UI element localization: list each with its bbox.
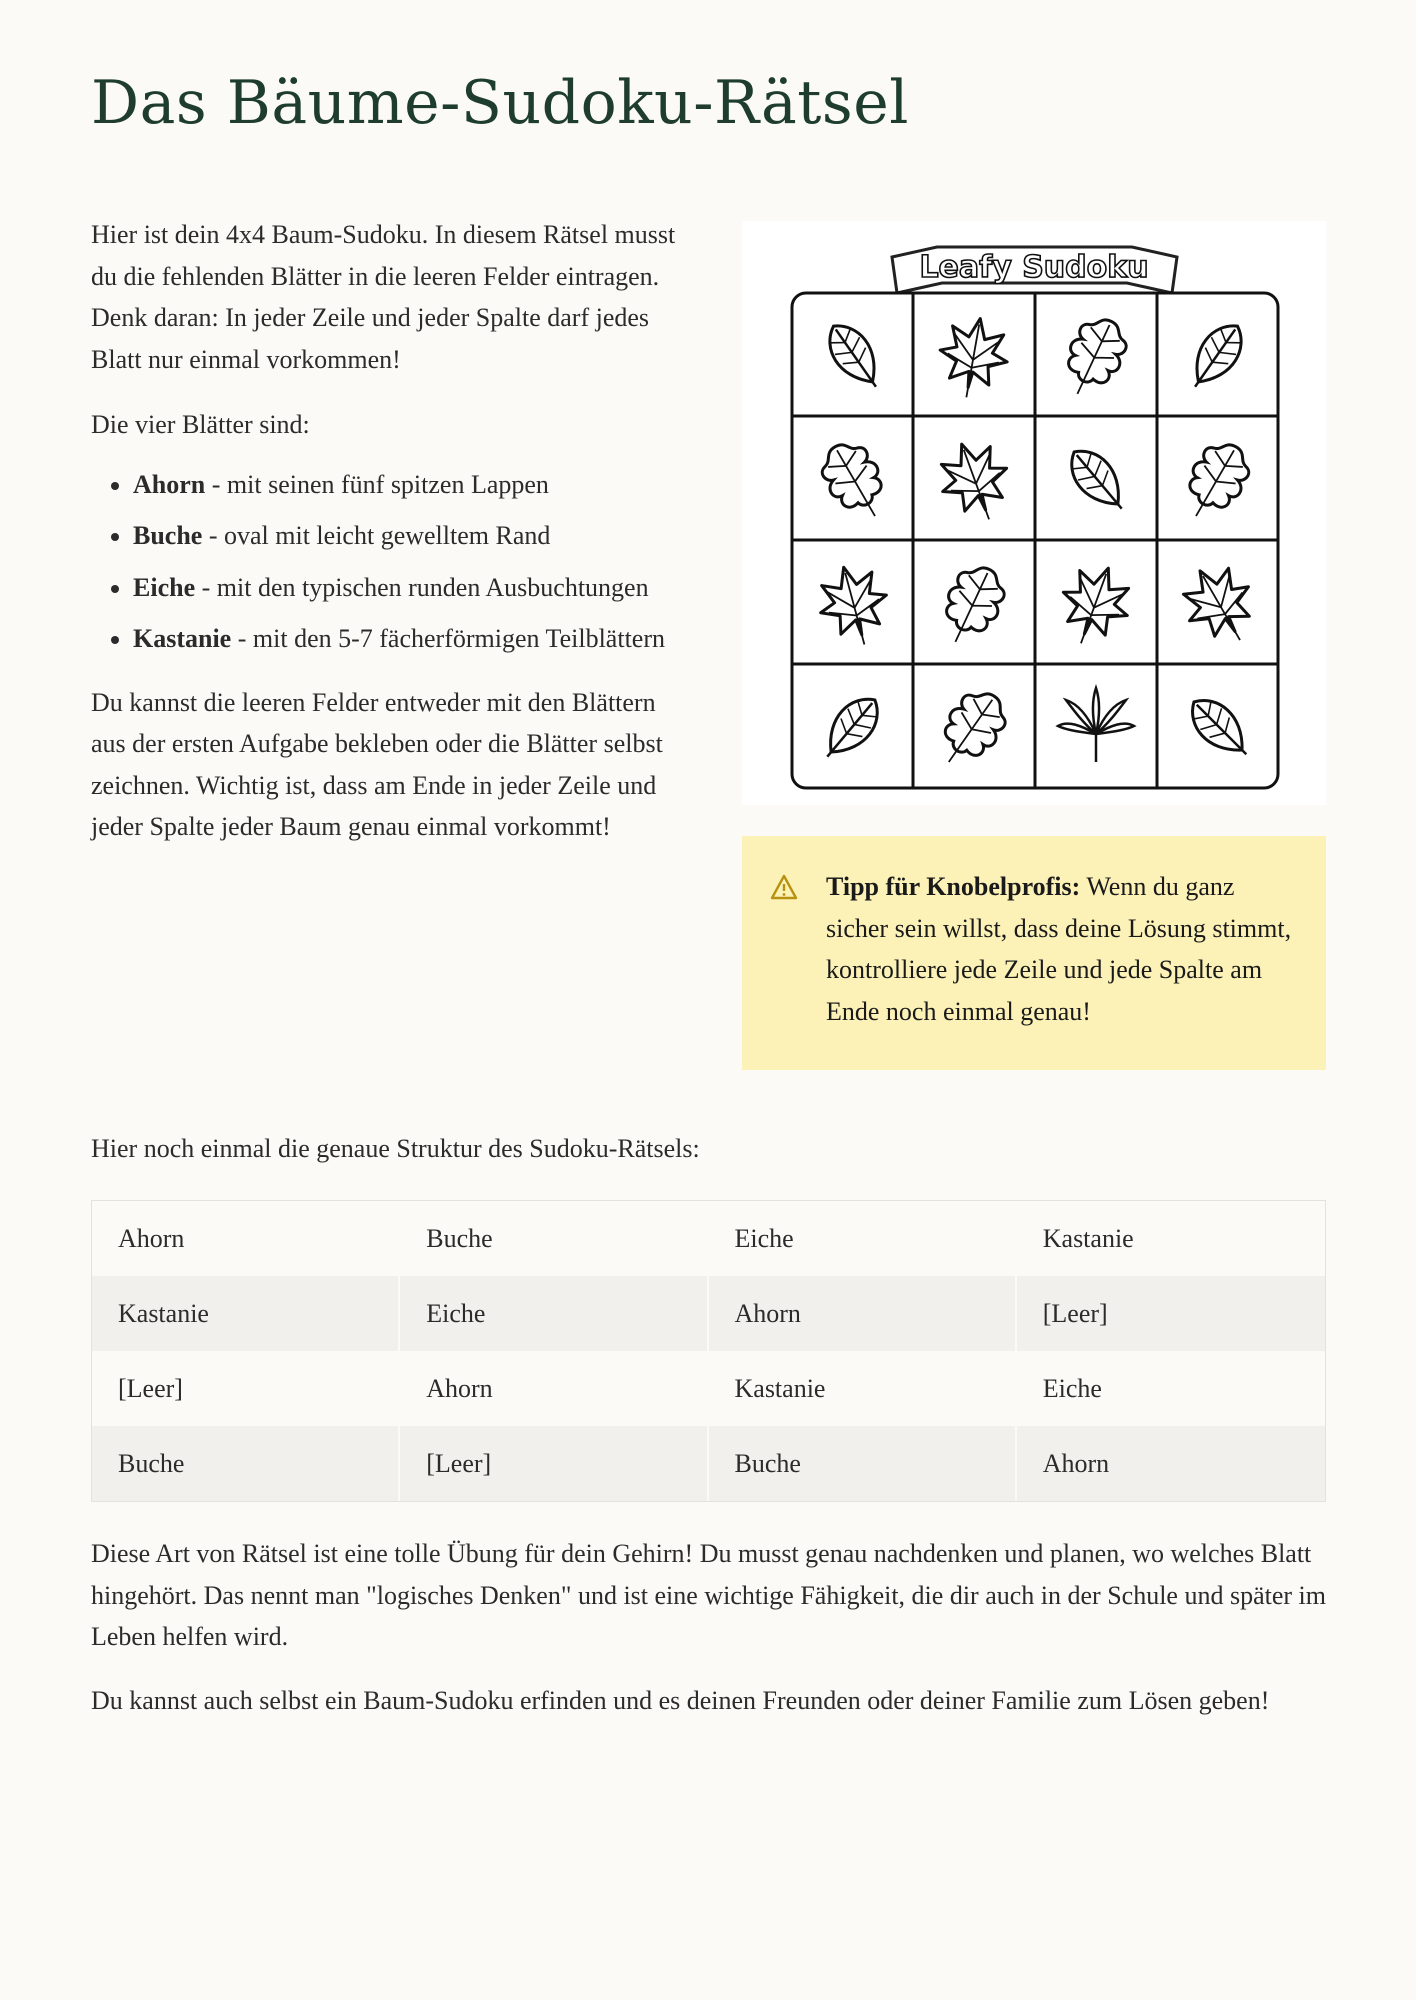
table-cell: [Leer]	[1017, 1276, 1325, 1351]
leaf-name: Eiche	[133, 572, 196, 602]
list-item	[133, 515, 691, 557]
table-cell: Eiche	[1042, 1373, 1102, 1403]
leaf-desc: - mit den typischen runden Ausbuchtungen	[195, 572, 649, 602]
structure-intro: Hier noch einmal die genaue Struktur des Sudoku-Rätsels:	[91, 1134, 700, 1163]
leafy-sudoku-image	[742, 221, 1326, 805]
list-item	[133, 464, 691, 506]
intro-column	[91, 214, 691, 848]
table-cell: Kastanie	[709, 1351, 1017, 1426]
table-cell: Kastanie	[1042, 1223, 1134, 1253]
banner-text: Leafy Sudoku	[919, 250, 1149, 285]
leaf-name: Kastanie	[133, 624, 232, 653]
tip-label: Tipp für Knobelprofis:	[826, 872, 1081, 901]
leaf-desc: - mit seinen fünf spitzen Lappen	[205, 469, 549, 499]
table-cell: Ahorn	[400, 1351, 708, 1426]
table-cell: Eiche	[400, 1276, 708, 1351]
closing-section	[91, 1533, 1331, 1743]
table-cell: Eiche	[709, 1201, 1017, 1276]
tip-callout	[742, 836, 1326, 1070]
table-cell: [Leer]	[92, 1351, 400, 1426]
leaf-name: Ahorn	[133, 469, 206, 499]
instructions-paragraph: Du kannst die leeren Felder entweder mit den Blättern aus der ersten Aufgabe bekleben oder die Blätter selbst zeichnen. Wichtig ist, dass am Ende in jeder Zeile und jeder Spalte jeder Baum genau einmal vorkommt!	[91, 687, 663, 841]
leaf-desc: - oval mit leicht gewelltem Rand	[202, 521, 551, 550]
leaf-name: Buche	[133, 521, 203, 550]
tip-body: Wenn du ganz sicher sein willst, dass deine Lösung stimmt, kontrolliere jede Zeile und jede Spalte am Ende noch einmal genau!	[826, 872, 1292, 1026]
intro-paragraph: Hier ist dein 4x4 Baum-Sudoku. In diesem Rätsel musst du die fehlenden Blätter in die leeren Felder eintragen. Denk daran: In jeder Zeile und jeder Spalte darf jedes Blatt nur einmal vorkommen!	[91, 220, 676, 374]
closing-paragraph-2: Du kannst auch selbst ein Baum-Sudoku erfinden und es deinen Freunden oder deiner Familie zum Lösen geben!	[91, 1685, 1270, 1715]
sudoku-table	[91, 1200, 1326, 1502]
list-item	[133, 567, 691, 609]
leaves-intro: Die vier Blätter sind:	[91, 410, 310, 439]
table-cell: Ahorn	[1017, 1426, 1325, 1501]
table-cell: Kastanie	[92, 1276, 400, 1351]
table-cell: [Leer]	[400, 1426, 708, 1501]
leaf-list	[91, 464, 691, 660]
closing-paragraph-1: Diese Art von Rätsel ist eine tolle Übung für dein Gehirn! Du musst genau nachdenken und planen, wo welches Blatt hingehört. Das nennt man "logisches Denken" und ist eine wichtige Fähigkeit, die dir auch in der Schule und später im Leben helfen wird.	[91, 1539, 1326, 1651]
tip-text	[826, 866, 1296, 1032]
leaf-desc: - mit den 5-7 fächerförmigen Teilblättern	[231, 624, 665, 653]
table-cell: Ahorn	[92, 1201, 400, 1276]
table-cell: Buche	[92, 1426, 400, 1501]
table-cell: Ahorn	[709, 1276, 1017, 1351]
list-item	[133, 618, 691, 660]
table-cell: Buche	[709, 1426, 1017, 1501]
warning-icon	[770, 874, 798, 900]
table-cell: Buche	[400, 1201, 708, 1276]
page-title: Das Bäume-Sudoku-Rätsel	[91, 68, 909, 138]
